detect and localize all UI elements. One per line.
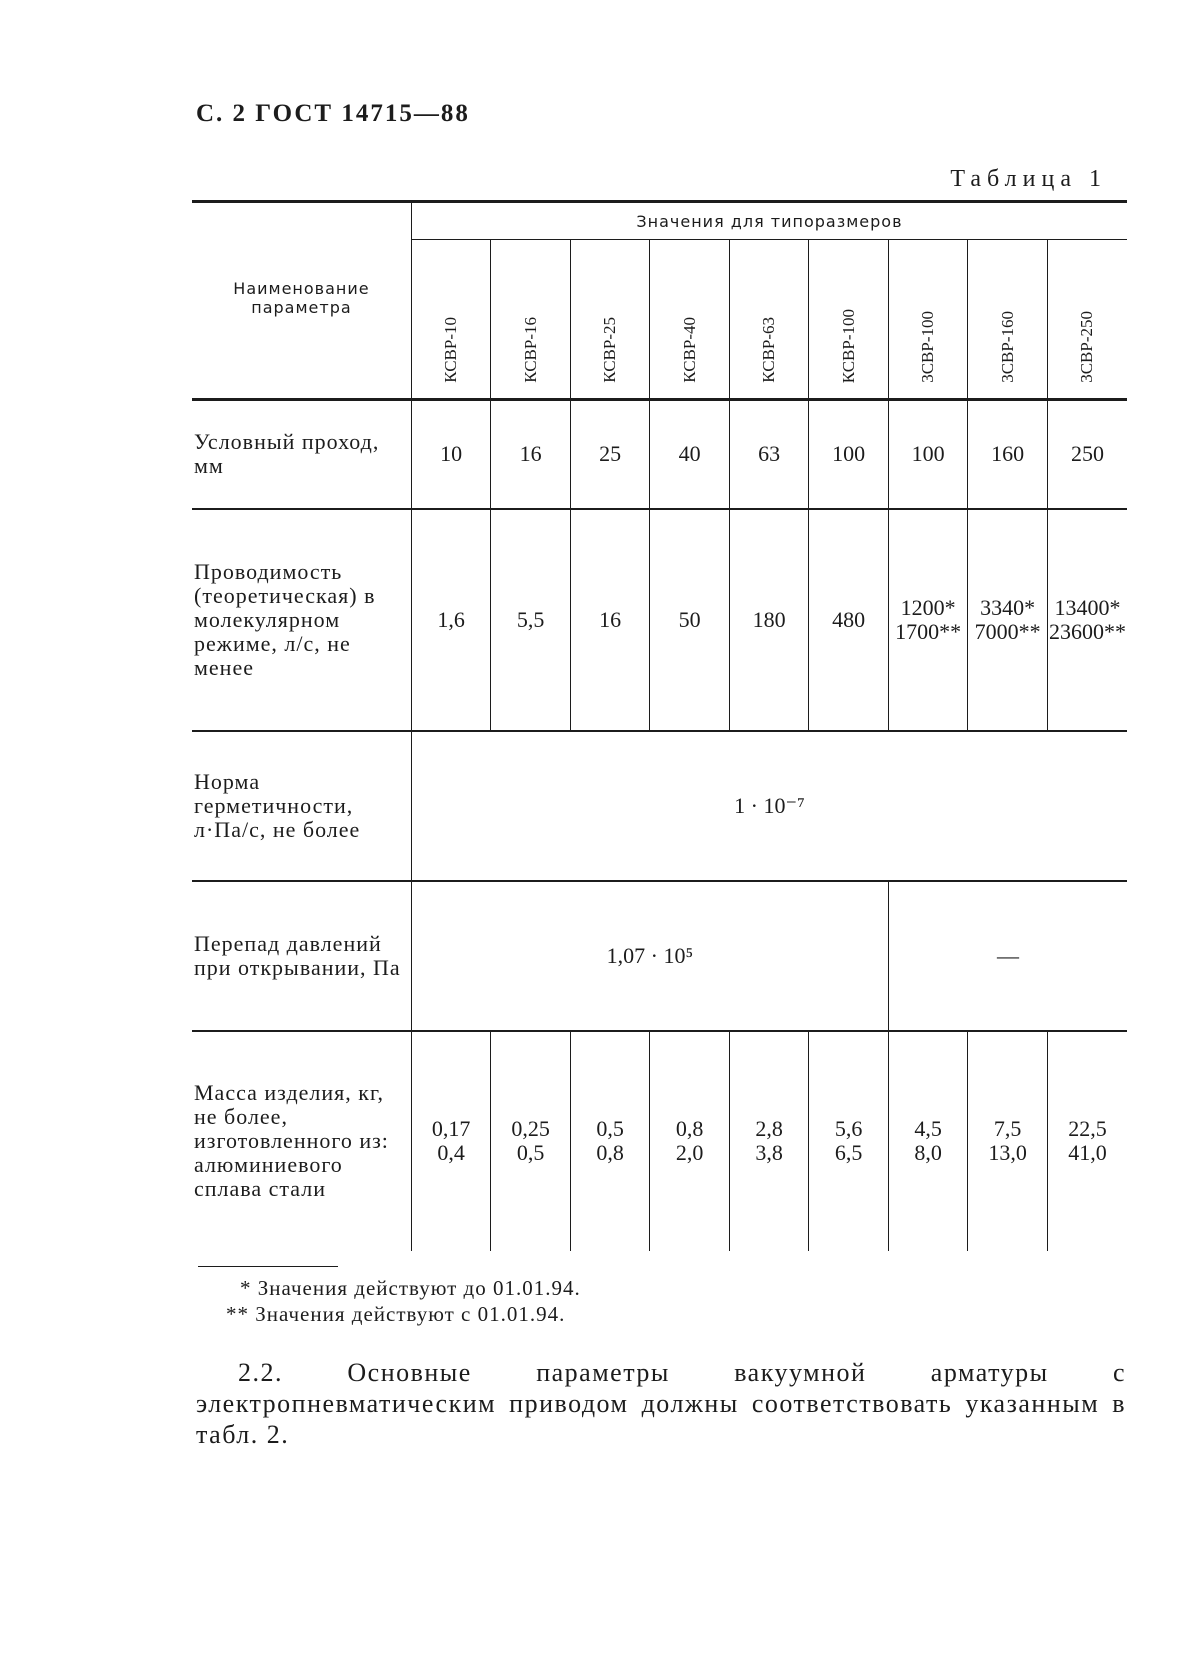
table-cell: 160: [968, 400, 1048, 509]
table-cell: 16: [491, 400, 571, 509]
size-header: 3СВР-250: [1047, 240, 1127, 400]
row-name: Масса изделия, кг, не более, изготовленного из: алюминиевого сплава стали: [194, 1080, 389, 1201]
footnote-divider: [198, 1266, 338, 1267]
size-header: КСВР-25: [570, 240, 650, 400]
table-caption: Таблица 1: [950, 166, 1107, 192]
table-cell: 1,6: [411, 509, 491, 731]
size-header: КСВР-16: [491, 240, 571, 400]
row-name: Норма герметичности, л·Па/с, не более: [192, 731, 411, 881]
table-cell: 1200* 1700**: [888, 509, 968, 731]
table-cell: 2,8 3,8: [729, 1031, 809, 1251]
table-cell: 50: [650, 509, 730, 731]
footnote: * Значения действуют до 01.01.94.: [240, 1276, 581, 1300]
table-cell: 250: [1047, 400, 1127, 509]
table-cell: 0,25 0,5: [491, 1031, 571, 1251]
parameters-table: [192, 200, 1127, 1251]
size-header: КСВР-63: [729, 240, 809, 400]
row-name: Условный проход, мм: [192, 400, 411, 509]
table-cell: 5,6 6,5: [809, 1031, 889, 1251]
table-cell: —: [888, 881, 1127, 1031]
table-cell: 0,8 2,0: [650, 1031, 730, 1251]
table-cell: 0,17 0,4: [411, 1031, 491, 1251]
table-row-conductance: [192, 509, 1127, 731]
param-column-header: Наименование параметра: [192, 202, 411, 400]
table-cell: 100: [888, 400, 968, 509]
table-cell: 1,07 · 10⁵: [411, 881, 888, 1031]
footnote: ** Значения действуют с 01.01.94.: [226, 1302, 566, 1326]
sizes-group-header: Значения для типоразмеров: [411, 202, 1127, 240]
table-row-mass: [192, 1031, 1127, 1251]
table-cell: 180: [729, 509, 809, 731]
size-header: КСВР-100: [809, 240, 889, 400]
table-cell: 16: [570, 509, 650, 731]
size-header: 3СВР-160: [968, 240, 1048, 400]
table-cell: 40: [650, 400, 730, 509]
table-row-tightness: [192, 731, 1127, 881]
table-cell: 22,5 41,0: [1047, 1031, 1127, 1251]
table-cell: 3340* 7000**: [968, 509, 1048, 731]
table-row-pressure: [192, 881, 1127, 1031]
row-name: Проводимость (теоретическая) в молекулярном режиме, л/с, не менее: [192, 509, 411, 731]
table-cell: 0,5 0,8: [570, 1031, 650, 1251]
table-cell: 10: [411, 400, 491, 509]
table-cell: 4,5 8,0: [888, 1031, 968, 1251]
table-cell: 1 · 10⁻⁷: [411, 731, 1127, 881]
table-cell: 25: [570, 400, 650, 509]
table-cell: 480: [809, 509, 889, 731]
table-cell: 63: [729, 400, 809, 509]
page-header: С. 2 ГОСТ 14715—88: [196, 100, 470, 127]
size-header: 3СВР-100: [888, 240, 968, 400]
clause-paragraph: 2.2. Основные параметры вакуумной арматуры с электропневматическим приводом должны соответствовать указанным в табл. 2.: [196, 1358, 1126, 1449]
table-cell: 5,5: [491, 509, 571, 731]
table-cell: 13400* 23600**: [1047, 509, 1127, 731]
table-cell: 100: [809, 400, 889, 509]
row-name: Перепад давлений при открывании, Па: [192, 881, 411, 1031]
table-cell: 7,5 13,0: [968, 1031, 1048, 1251]
table-row-bore: [192, 400, 1127, 509]
size-header: КСВР-40: [650, 240, 730, 400]
size-header: КСВР-10: [411, 240, 491, 400]
